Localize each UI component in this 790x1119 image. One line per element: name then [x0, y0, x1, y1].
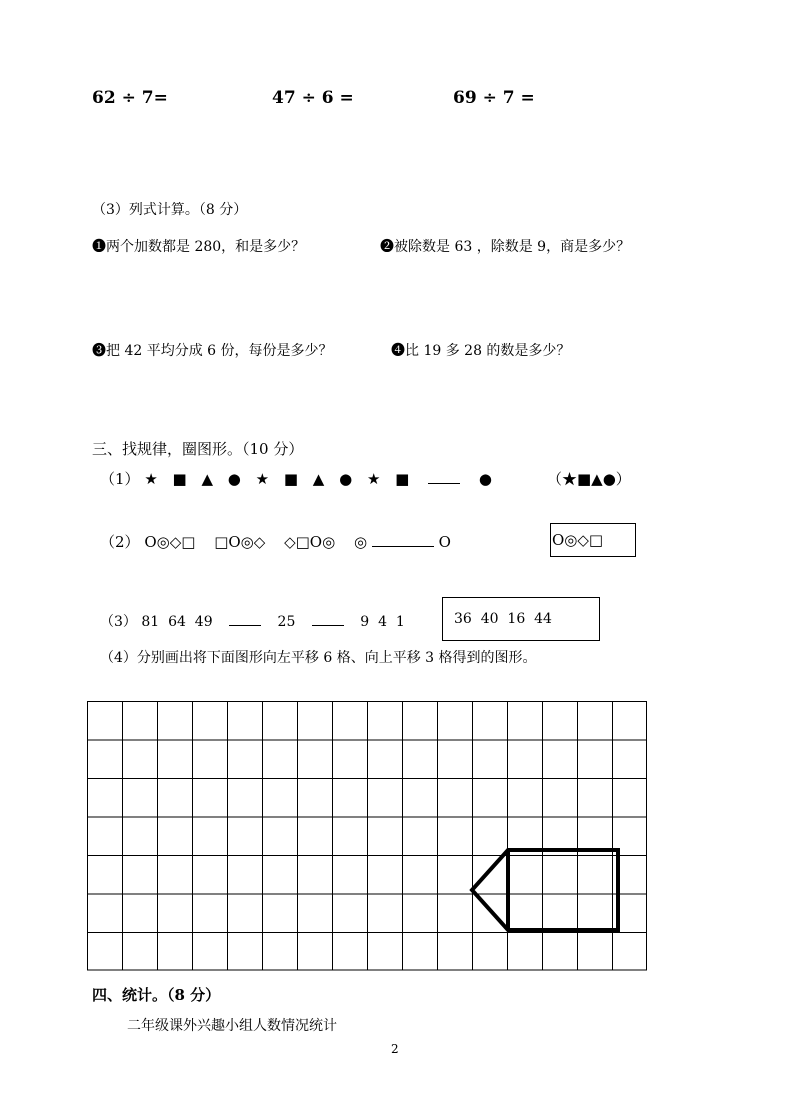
row2-group-3: ◇□O◎ — [284, 533, 336, 551]
section4-subtitle: 二年级课外兴趣小组人数情况统计 — [127, 1018, 337, 1034]
row3-numbers-a: 81 64 49 — [141, 614, 213, 630]
row2-group-4-start: ◎ — [353, 533, 368, 551]
row3-number-b: 25 — [277, 614, 296, 630]
row1-sequence: ★ ■ ▲ ● ★ ■ ▲ ● ★ ■ — [144, 470, 410, 488]
equation-1: 62 ÷ 7= — [92, 88, 168, 108]
row2-options: O◎◇□ — [552, 531, 604, 549]
row1-label: （1） — [100, 470, 140, 488]
row2-group-1: O◎◇□ — [144, 533, 196, 551]
pattern-row-1 — [100, 468, 492, 489]
row3-label: （3） — [100, 614, 137, 630]
question-3: ❸把 42 平均分成 6 份，每份是多少？ — [92, 343, 333, 359]
page-number: 2 — [391, 1042, 399, 1056]
section3-heading: 三、找规律，圈图形。（10 分） — [92, 440, 304, 458]
row3-numbers-c: 9 4 1 — [360, 614, 405, 630]
question-1: ❶两个加数都是 280，和是多少？ — [92, 239, 306, 255]
row2-group-2: □O◎◇ — [214, 533, 266, 551]
equation-2: 47 ÷ 6 = — [272, 88, 354, 108]
row1-blank[interactable] — [428, 483, 460, 484]
part3-heading: （3）列式计算。（8 分） — [92, 202, 248, 218]
pattern-row-4: （4）分别画出将下面图形向左平移 6 格、向上平移 3 格得到的图形。 — [100, 650, 537, 666]
row3-blank-1[interactable] — [229, 625, 261, 626]
row3-blank-2[interactable] — [312, 625, 344, 626]
row2-label: （2） — [100, 533, 140, 551]
row3-options: 36 40 16 44 — [454, 611, 552, 627]
translation-grid[interactable] — [87, 701, 647, 972]
row2-group-4-end: O — [438, 533, 451, 551]
question-2: ❷被除数是 63 ，除数是 9，商是多少？ — [380, 239, 631, 255]
pattern-row-2 — [100, 531, 451, 552]
question-4: ❹比 19 多 28 的数是多少？ — [391, 343, 571, 359]
row2-blank[interactable] — [372, 546, 434, 547]
row1-options: （★■▲●） — [547, 470, 631, 488]
row1-after: ● — [478, 470, 493, 488]
house-shape — [472, 850, 618, 930]
equation-3: 69 ÷ 7 = — [453, 88, 535, 108]
pattern-row-3 — [100, 611, 405, 631]
section4-heading: 四、统计。（8 分） — [92, 986, 221, 1004]
